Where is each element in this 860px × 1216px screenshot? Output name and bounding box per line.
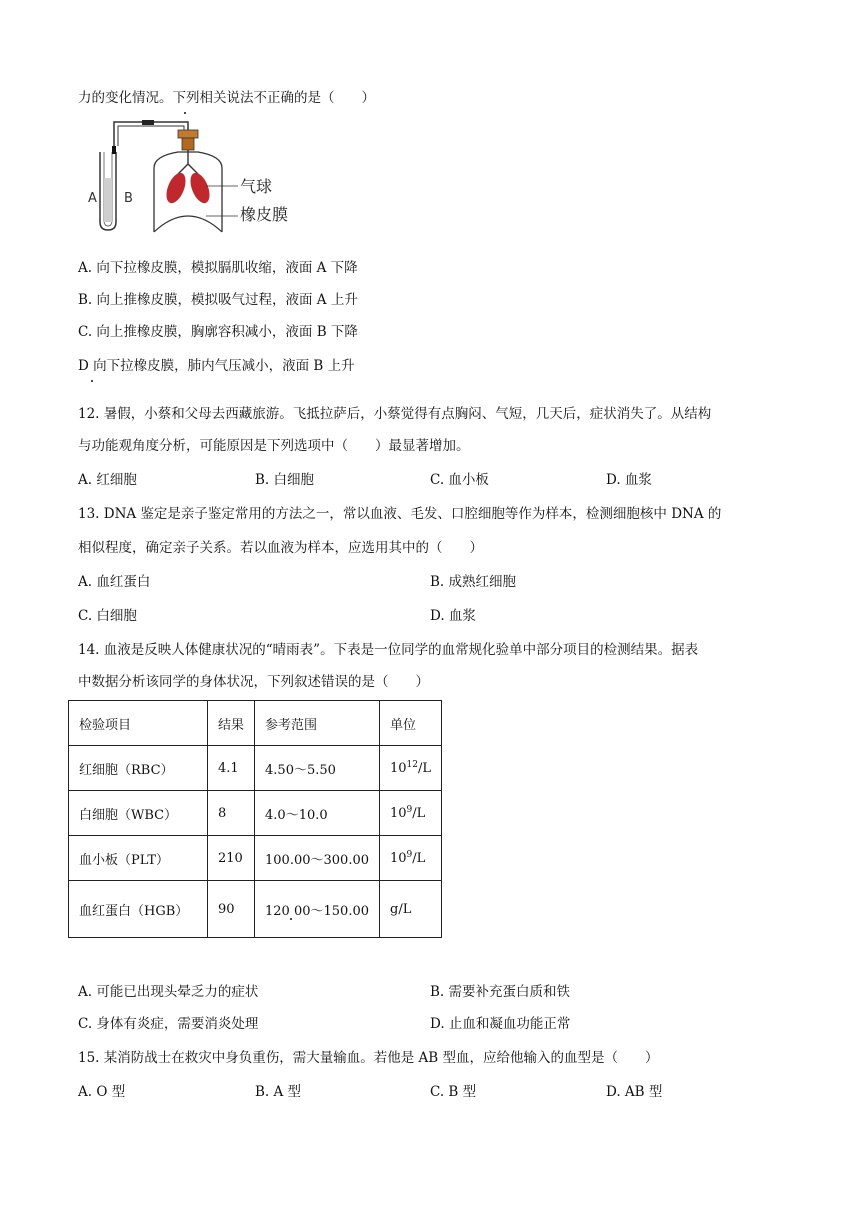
q13-line-1: 13. DNA 鉴定是亲子鉴定常用的方法之一，常以血液、毛发、口腔细胞等作为样本，检测细胞核中 DNA 的 bbox=[78, 506, 722, 522]
q15-option-a: A. O 型 bbox=[78, 1084, 126, 1100]
header-range: 参考范围 bbox=[255, 701, 380, 746]
cell-unit: $10^9/L$ bbox=[380, 836, 442, 881]
emphasis-dot bbox=[91, 380, 93, 382]
q11-option-d: D 向下拉橡皮膜，肺内气压减小，液面 B 上升 bbox=[78, 358, 355, 374]
cell-range: 4.50～5.50 bbox=[255, 746, 380, 791]
table-row bbox=[69, 791, 442, 836]
q13-option-a: A. 血红蛋白 bbox=[78, 574, 151, 590]
cell-item: 血小板（PLT） bbox=[69, 836, 208, 881]
q13-option-d: D. 血浆 bbox=[430, 608, 476, 624]
emphasis-dot bbox=[290, 918, 292, 920]
q11-option-b: B. 向上推橡皮膜，模拟吸气过程，液面 A 上升 bbox=[78, 292, 358, 308]
q14-option-b: B. 需要补充蛋白质和铁 bbox=[430, 984, 571, 1000]
cell-item: 白细胞（WBC） bbox=[69, 791, 208, 836]
q12-option-c: C. 血小板 bbox=[430, 472, 489, 488]
table-header-row bbox=[69, 701, 442, 746]
cell-range: 120 00～150.00 bbox=[255, 881, 380, 938]
q12-option-d: D. 血浆 bbox=[606, 472, 652, 488]
q15-option-c: C. B 型 bbox=[430, 1084, 477, 1100]
table-row bbox=[69, 881, 442, 938]
cell-result: 8 bbox=[208, 791, 255, 836]
cell-range: 100.00～300.00 bbox=[255, 836, 380, 881]
q14-line-1: 14. 血液是反映人体健康状况的“晴雨表”。下表是一位同学的血常规化验单中部分项目的检测结果。据表 bbox=[78, 642, 699, 658]
breathing-model-figure bbox=[78, 116, 318, 234]
q12-line-1: 12. 暑假，小蔡和父母去西藏旅游。飞抵拉萨后，小蔡觉得有点胸闷、气短，几天后，症状消失了。从结构 bbox=[78, 406, 712, 422]
table-row bbox=[69, 746, 442, 791]
cell-result: 210 bbox=[208, 836, 255, 881]
label-a: A bbox=[88, 191, 97, 206]
cell-range: 4.0～10.0 bbox=[255, 791, 380, 836]
q11-stem-end: 力的变化情况。下列相关说法不正确的是（ ） bbox=[78, 90, 375, 106]
cell-item: 红细胞（RBC） bbox=[69, 746, 208, 791]
label-b: B bbox=[124, 191, 133, 206]
q14-option-d: D. 止血和凝血功能正常 bbox=[430, 1016, 571, 1032]
cell-item: 血红蛋白（HGB） bbox=[69, 881, 208, 938]
cell-unit: $10^9/L$ bbox=[380, 791, 442, 836]
q15-line-1: 15. 某消防战士在救灾中身负重伤，需大量输血。若他是 AB 型血，应给他输入的血型是（ ） bbox=[78, 1050, 659, 1066]
cell-unit: g/L bbox=[380, 881, 442, 938]
table-row bbox=[69, 836, 442, 881]
header-item: 检验项目 bbox=[69, 701, 208, 746]
label-balloon: 气球 bbox=[240, 177, 273, 196]
blood-test-table bbox=[68, 700, 442, 938]
q11-option-a: A. 向下拉橡皮膜，模拟膈肌收缩，液面 A 下降 bbox=[78, 260, 358, 276]
q12-line-2: 与功能观角度分析，可能原因是下列选项中（ ）最显著增加。 bbox=[78, 438, 470, 454]
cell-unit: $10^{12}/L$ bbox=[380, 746, 442, 791]
header-unit: 单位 bbox=[380, 701, 442, 746]
q11-option-c: C. 向上推橡皮膜，胸廓容积减小，液面 B 下降 bbox=[78, 324, 358, 340]
q15-option-d: D. AB 型 bbox=[606, 1084, 663, 1100]
header-result: 结果 bbox=[208, 701, 255, 746]
q14-line-2: 中数据分析该同学的身体状况，下列叙述错误的是（ ） bbox=[78, 674, 429, 690]
q14-option-a: A. 可能已出现头晕乏力的症状 bbox=[78, 984, 259, 1000]
q13-line-2: 相似程度，确定亲子关系。若以血液为样本，应选用其中的（ ） bbox=[78, 540, 483, 556]
emphasis-dot bbox=[184, 112, 186, 114]
q12-option-b: B. 白细胞 bbox=[255, 472, 315, 488]
q14-option-c: C. 身体有炎症，需要消炎处理 bbox=[78, 1016, 259, 1032]
cell-result: 90 bbox=[208, 881, 255, 938]
q13-option-c: C. 白细胞 bbox=[78, 608, 137, 624]
q13-option-b: B. 成熟红细胞 bbox=[430, 574, 517, 590]
q15-option-b: B. A 型 bbox=[255, 1084, 302, 1100]
label-membrane: 橡皮膜 bbox=[240, 205, 289, 224]
cell-result: 4.1 bbox=[208, 746, 255, 791]
q12-option-a: A. 红细胞 bbox=[78, 472, 137, 488]
